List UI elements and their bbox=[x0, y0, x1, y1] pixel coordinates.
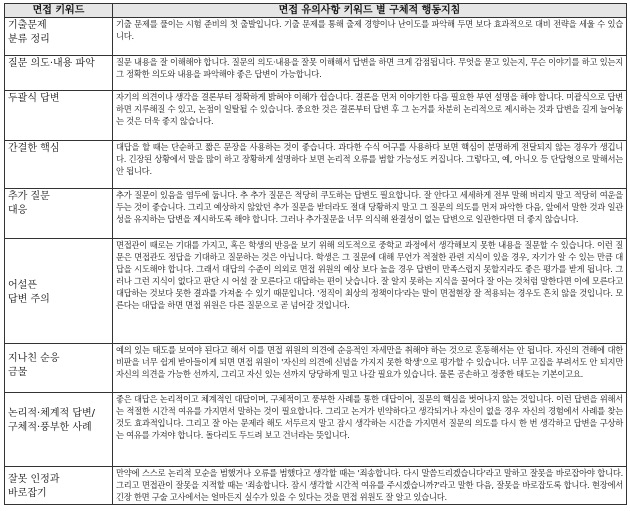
table-row bbox=[5, 91, 627, 141]
table-row bbox=[5, 239, 627, 344]
row-guideline: 대답을 할 때는 단순하고 짧은 문장을 사용하는 것이 좋습니다. 과다한 수식 어구를 사용하다 보면 핵심이 분명하게 전달되지 않는 경우가 생깁니다. 긴장된 상황에서 말을 많이 하고 장황하게 설명하다 보면 논리적 오류를 범할 가능성도 커집니다. 그렇다고, 예, 아니오 등 단답형으로 말해서는 안 됩니다. bbox=[113, 141, 627, 189]
row-keyword: 간결한 핵심 bbox=[5, 141, 113, 189]
table-row bbox=[5, 141, 627, 189]
table-row bbox=[5, 344, 627, 393]
row-guideline: 질문 내용을 잘 이해해야 합니다. 질문의 의도·내용을 잘못 이해해서 답변을 하면 크게 감점됩니다. 무엇을 묻고 있는지, 무슨 이야기를 하고 있는지 그 정확한 의도와 내용을 파악해야 좋은 답변이 가능합니다. bbox=[113, 56, 627, 91]
row-keyword: 추가 질문 대응 bbox=[5, 189, 113, 239]
interview-guide-table bbox=[4, 3, 627, 505]
row-guideline: 예의 있는 태도를 보여야 된다고 해서 이를 면접 위원의 의견에 순응적인 자세만을 취해야 하는 것으로 혼동해서는 안 됩니다. 자신의 견해에 대한 비판을 너무 쉽게 받아들이게 되면 면접 위원이 '자신의 의견에 신념을 가지지 못한 학생'으로 평가할 수 있습니다. 너무 고집을 부려서도 안 되지만 자신의 의견을 가능한 선까지, 그리고 자신 있는 선까지 당당하게 밀고 나갈 필요가 있습니다. 물론 공손하고 정중한 태도는 기본이고요. bbox=[113, 344, 627, 393]
row-keyword: 어설픈 답변 주의 bbox=[5, 239, 113, 344]
row-keyword: 두괄식 답변 bbox=[5, 91, 113, 141]
row-guideline: 추가 질문이 있음을 염두에 둡니다. 추 추가 질문은 적당히 쿠도하는 답변도 필요합니다. 잘 안다고 세세하게 전부 말해 버리지 말고 적당히 여운을 두는 것이 좋습니다. 그리고 예상하지 않았던 추가 질문을 받더라도 절대 당황하지 말고 그 질문의 의도를 먼저 파악한 다음, 앞에서 말한 것과 일관성을 유지하는 답변을 제시하도록 해야 합니다. 그러나 추가질문을 너무 의식해 완결성이 없는 답변으로 일관한다면 더 좋지 않습니다. bbox=[113, 189, 627, 239]
row-keyword: 질문 의도·내용 파악 bbox=[5, 56, 113, 91]
header-guideline: 면접 유의사항 키워드 별 구체적 행동지침 bbox=[113, 4, 627, 18]
table-row bbox=[5, 18, 627, 56]
row-keyword: 기출문제 분류 정리 bbox=[5, 18, 113, 56]
guide-page bbox=[0, 3, 630, 511]
row-guideline: 만약에 스스로 논리적 모순을 범했거나 오류를 범했다고 생각할 때는 '죄송합니다. 다시 말씀드리겠습니다'라고 말하고 잘못을 바로잡아야 합니다. 그리고 면접관이 잘못을 지적할 때는 '죄송합니다. 잠시 생각할 시간적 여유를 주시겠습니까?'라고 말한 다음, 잘못을 바로잡도록 합니다. 현장에서 긴장 한면 구술 고사에서는 얼마든지 실수가 있을 수 있다는 것을 면접 위원도 잘 알고 있습니다. bbox=[113, 467, 627, 505]
row-keyword: 잘못 인정과 바로잡기 bbox=[5, 467, 113, 505]
header-row bbox=[5, 4, 627, 18]
row-guideline: 자기의 의견이나 생각을 결론부터 정확하게 밝혀야 이해가 쉽습니다. 결론을 먼저 이야기한 다음 필요한 부연 설명을 해야 합니다. 미괄식으로 답변하면 지루해질 수 있고, 논점이 일탈될 수 있습니다. 중요한 것은 결론부터 답변 후 그 논거를 차분히 논리적으로 제시하는 것과 답변을 길게 늘어놓는 것은 더욱 좋지 않습니다. bbox=[113, 91, 627, 141]
header-keyword: 면접 키워드 bbox=[5, 4, 113, 18]
row-guideline: 면접관이 때로는 기대를 가지고, 혹은 학생의 반응을 보기 위해 의도적으로 중학교 과정에서 생각해보지 못한 내용을 질문할 수 있습니다. 이런 질문은 면접관도 정답을 기대하고 질문하는 것은 아닙니다. 학생은 그 질문에 대해 무언가 적절한 관련 지식이 있을 경우, 자기가 알 수 있는 만큼 대답을 시도해야 합니다. 그래서 대답의 수준이 의외로 면접 위원의 예상 보다 높을 경우 답변이 만족스럽지 못할지라도 좋은 평가를 받게 됩니다. 그러나 그런 지식이 없다고 판단 시 어설 잘 모른다고 대답하는 편이 낫습니다. 잘 알지 못하는 지식을 꿀어다 잘 아는 것처럼 말한다면 이에 모른다고 대답하는 것보다 못한 결과를 가져올 수 있기 때문입니다. '정직이 최상의 정책이다'라는 말이 면접현장 잘 적용되는 경우도 흔치 않을 것입니다. 모른다는 대답을 하면 면접 위원은 다른 질문으로 곧 넘어갈 것입니다. bbox=[113, 239, 627, 344]
table-row bbox=[5, 467, 627, 505]
table-row bbox=[5, 56, 627, 91]
table-row bbox=[5, 189, 627, 239]
table-row bbox=[5, 393, 627, 467]
row-guideline: 좋은 대답은 논리적이고 체계적인 대답이며, 구체적이고 풍부한 사례를 통한 대답이어, 질문의 핵심을 벗어나지 않는 것입니다. 이런 답변을 위해서는 적절한 시간적 여유를 가지면서 말하는 것이 필요합니다. 그리고 논거가 빈약하다고 생각되거나 자신이 없을 경우 자신의 경험에서 사례를 찾는 것도 효과적입니다. 그리고 잘 아는 문제라 해도 서두르지 말고 잠시 생각하는 시간을 가지면서 질문의 의도를 다시 한 번 생각하고 답변을 구상하는 여유를 가져야 합니다. 돌다리도 두드려 보고 건너라는 뜻입니다. bbox=[113, 393, 627, 467]
row-guideline: 기출 문제를 풀이는 시험 준비의 첫 출발입니다. 기출 문제를 통해 출제 경향이나 난이도를 파악해 두면 보다 효과적으로 대비 전략을 세울 수 있습니다. bbox=[113, 18, 627, 56]
row-keyword: 논리적·체계적 답변/ 구체적·풍부한 사례 bbox=[5, 393, 113, 467]
row-keyword: 지나친 순응 금물 bbox=[5, 344, 113, 393]
